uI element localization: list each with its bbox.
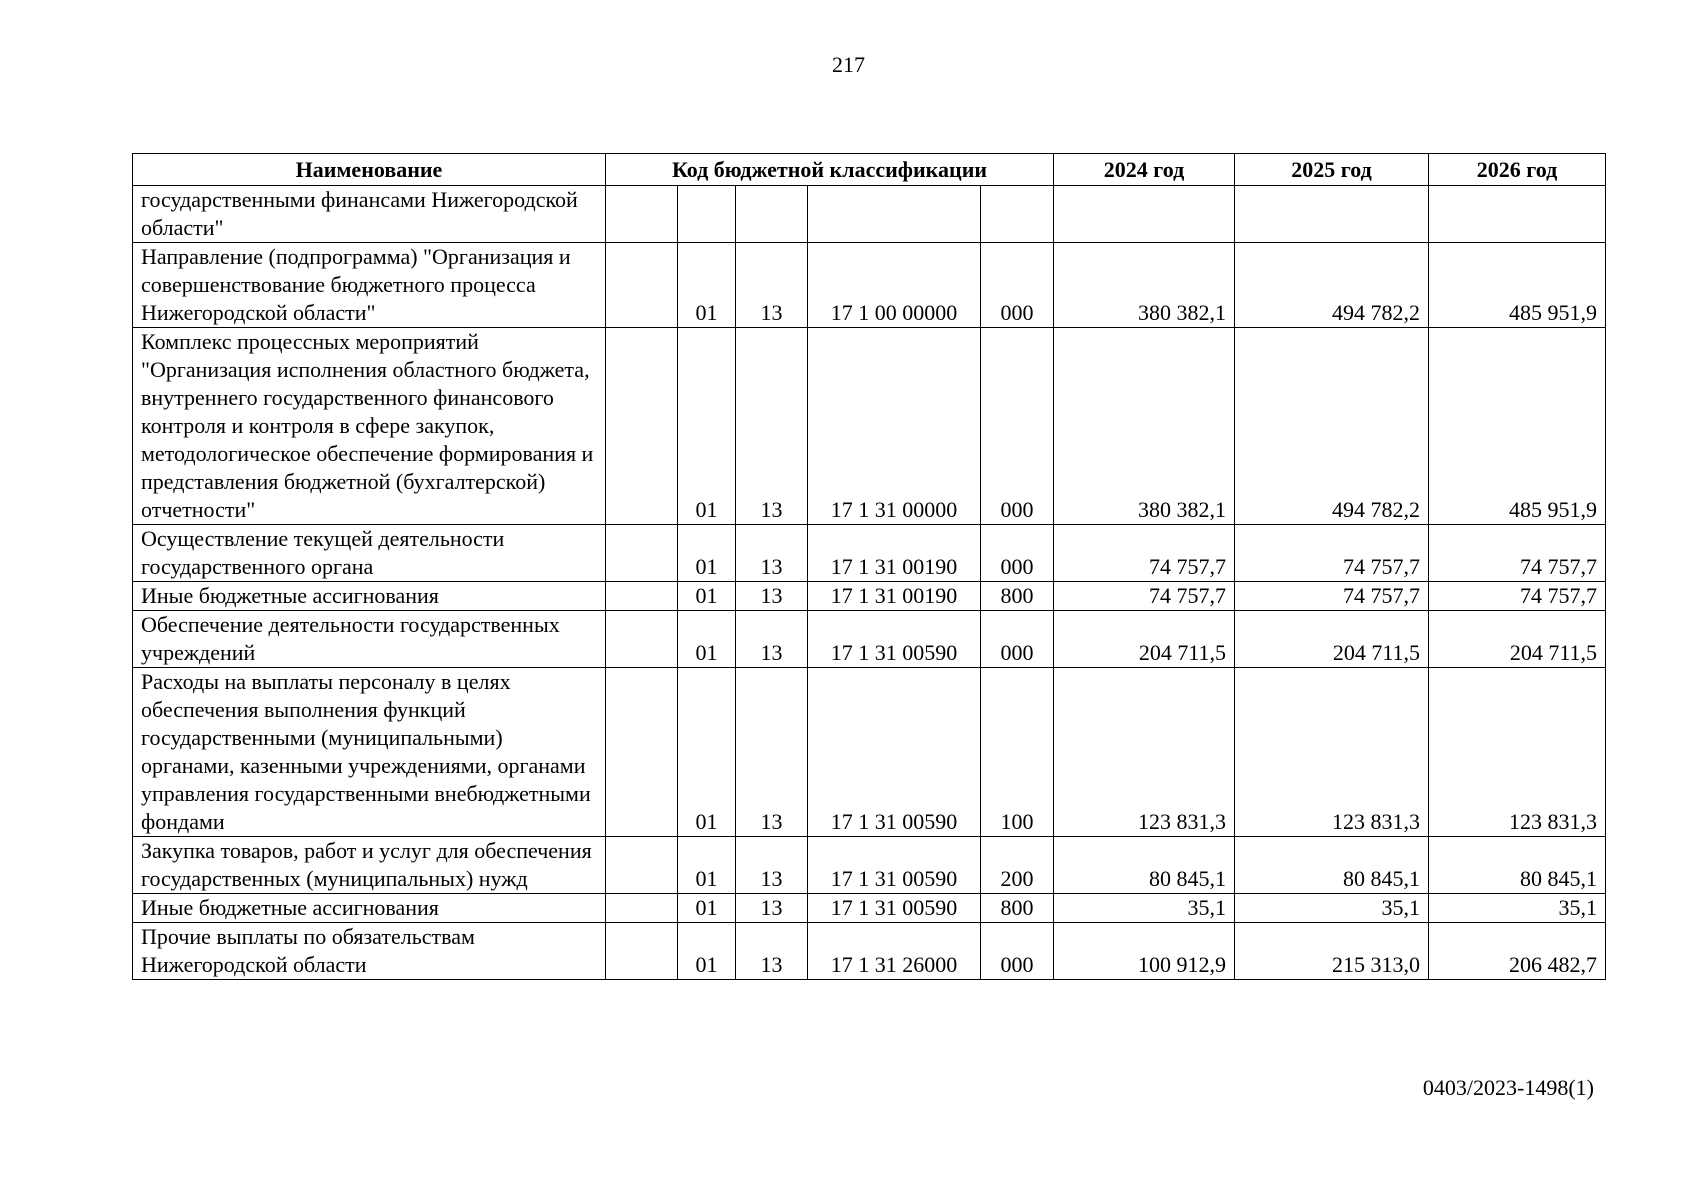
row-subsection: 13 <box>736 328 808 525</box>
row-2024: 380 382,1 <box>1054 328 1235 525</box>
row-blank <box>606 243 678 328</box>
row-2025: 494 782,2 <box>1235 243 1429 328</box>
row-2026: 204 711,5 <box>1429 611 1606 668</box>
row-name: государственными финансами Нижегородской области" <box>133 186 606 243</box>
row-section: 01 <box>678 243 736 328</box>
row-2024: 74 757,7 <box>1054 582 1235 611</box>
row-type: 000 <box>981 525 1054 582</box>
row-2024: 80 845,1 <box>1054 837 1235 894</box>
row-subsection: 13 <box>736 668 808 837</box>
row-2026: 74 757,7 <box>1429 582 1606 611</box>
row-target: 17 1 31 00190 <box>808 525 981 582</box>
row-type: 800 <box>981 582 1054 611</box>
row-type <box>981 186 1054 243</box>
row-target: 17 1 31 00590 <box>808 668 981 837</box>
table-body <box>133 186 1606 980</box>
row-2025: 74 757,7 <box>1235 582 1429 611</box>
row-blank <box>606 328 678 525</box>
row-2025: 123 831,3 <box>1235 668 1429 837</box>
row-section: 01 <box>678 894 736 923</box>
row-target: 17 1 31 00590 <box>808 837 981 894</box>
table-row <box>133 923 1606 980</box>
row-section <box>678 186 736 243</box>
row-type: 000 <box>981 611 1054 668</box>
row-blank <box>606 525 678 582</box>
row-2024: 100 912,9 <box>1054 923 1235 980</box>
row-name: Расходы на выплаты персоналу в целях обеспечения выполнения функций государственными (муниципальными) органами, казенными учреждениями, органами управления государственными внебюджетными фондами <box>133 668 606 837</box>
table-row <box>133 582 1606 611</box>
row-type: 800 <box>981 894 1054 923</box>
row-2025: 35,1 <box>1235 894 1429 923</box>
row-blank <box>606 668 678 837</box>
row-2026: 74 757,7 <box>1429 525 1606 582</box>
row-2024: 74 757,7 <box>1054 525 1235 582</box>
header-2025: 2025 год <box>1235 154 1429 186</box>
row-2026 <box>1429 186 1606 243</box>
row-blank <box>606 837 678 894</box>
row-subsection: 13 <box>736 582 808 611</box>
row-subsection: 13 <box>736 611 808 668</box>
row-section: 01 <box>678 328 736 525</box>
row-target: 17 1 31 00000 <box>808 328 981 525</box>
table-row <box>133 611 1606 668</box>
row-2026: 123 831,3 <box>1429 668 1606 837</box>
row-2024 <box>1054 186 1235 243</box>
row-blank <box>606 894 678 923</box>
header-code: Код бюджетной классификации <box>606 154 1054 186</box>
row-2025: 494 782,2 <box>1235 328 1429 525</box>
budget-table <box>132 153 1606 980</box>
row-subsection: 13 <box>736 923 808 980</box>
row-type: 000 <box>981 923 1054 980</box>
table-row <box>133 328 1606 525</box>
table-row <box>133 894 1606 923</box>
table-row <box>133 668 1606 837</box>
row-subsection: 13 <box>736 525 808 582</box>
row-2025: 74 757,7 <box>1235 525 1429 582</box>
document-code: 0403/2023-1498(1) <box>1422 1075 1594 1100</box>
table-row <box>133 837 1606 894</box>
row-2024: 123 831,3 <box>1054 668 1235 837</box>
row-2025: 215 313,0 <box>1235 923 1429 980</box>
row-2024: 380 382,1 <box>1054 243 1235 328</box>
row-name: Осуществление текущей деятельности государственного органа <box>133 525 606 582</box>
row-2026: 80 845,1 <box>1429 837 1606 894</box>
header-name: Наименование <box>133 154 606 186</box>
row-blank <box>606 186 678 243</box>
row-blank <box>606 611 678 668</box>
row-name: Иные бюджетные ассигнования <box>133 582 606 611</box>
table-header <box>133 154 1606 186</box>
row-type: 100 <box>981 668 1054 837</box>
row-2026: 206 482,7 <box>1429 923 1606 980</box>
row-name: Комплекс процессных мероприятий "Организация исполнения областного бюджета, внутреннего государственного финансового контроля и контроля в сфере закупок, методологическое обеспечение формирования и представления бюджетной (бухгалтерской) отчетности" <box>133 328 606 525</box>
row-name: Закупка товаров, работ и услуг для обеспечения государственных (муниципальных) нужд <box>133 837 606 894</box>
row-2025: 80 845,1 <box>1235 837 1429 894</box>
row-name: Обеспечение деятельности государственных учреждений <box>133 611 606 668</box>
row-2026: 485 951,9 <box>1429 243 1606 328</box>
row-2024: 35,1 <box>1054 894 1235 923</box>
row-name: Иные бюджетные ассигнования <box>133 894 606 923</box>
row-section: 01 <box>678 668 736 837</box>
row-subsection <box>736 186 808 243</box>
row-type: 000 <box>981 243 1054 328</box>
row-target <box>808 186 981 243</box>
row-target: 17 1 31 26000 <box>808 923 981 980</box>
page-number: 217 <box>832 52 865 77</box>
row-target: 17 1 00 00000 <box>808 243 981 328</box>
row-section: 01 <box>678 923 736 980</box>
row-type: 200 <box>981 837 1054 894</box>
row-subsection: 13 <box>736 894 808 923</box>
row-target: 17 1 31 00590 <box>808 894 981 923</box>
row-type: 000 <box>981 328 1054 525</box>
row-2025: 204 711,5 <box>1235 611 1429 668</box>
row-subsection: 13 <box>736 243 808 328</box>
table-row <box>133 186 1606 243</box>
table-row <box>133 525 1606 582</box>
row-section: 01 <box>678 611 736 668</box>
row-2024: 204 711,5 <box>1054 611 1235 668</box>
row-name: Направление (подпрограмма) "Организация и совершенствование бюджетного процесса Нижегородской области" <box>133 243 606 328</box>
row-target: 17 1 31 00590 <box>808 611 981 668</box>
row-blank <box>606 923 678 980</box>
row-section: 01 <box>678 525 736 582</box>
row-blank <box>606 582 678 611</box>
header-2026: 2026 год <box>1429 154 1606 186</box>
table-row <box>133 243 1606 328</box>
row-subsection: 13 <box>736 837 808 894</box>
row-2025 <box>1235 186 1429 243</box>
row-section: 01 <box>678 582 736 611</box>
row-name: Прочие выплаты по обязательствам Нижегородской области <box>133 923 606 980</box>
header-2024: 2024 год <box>1054 154 1235 186</box>
row-2026: 485 951,9 <box>1429 328 1606 525</box>
row-target: 17 1 31 00190 <box>808 582 981 611</box>
row-2026: 35,1 <box>1429 894 1606 923</box>
row-section: 01 <box>678 837 736 894</box>
